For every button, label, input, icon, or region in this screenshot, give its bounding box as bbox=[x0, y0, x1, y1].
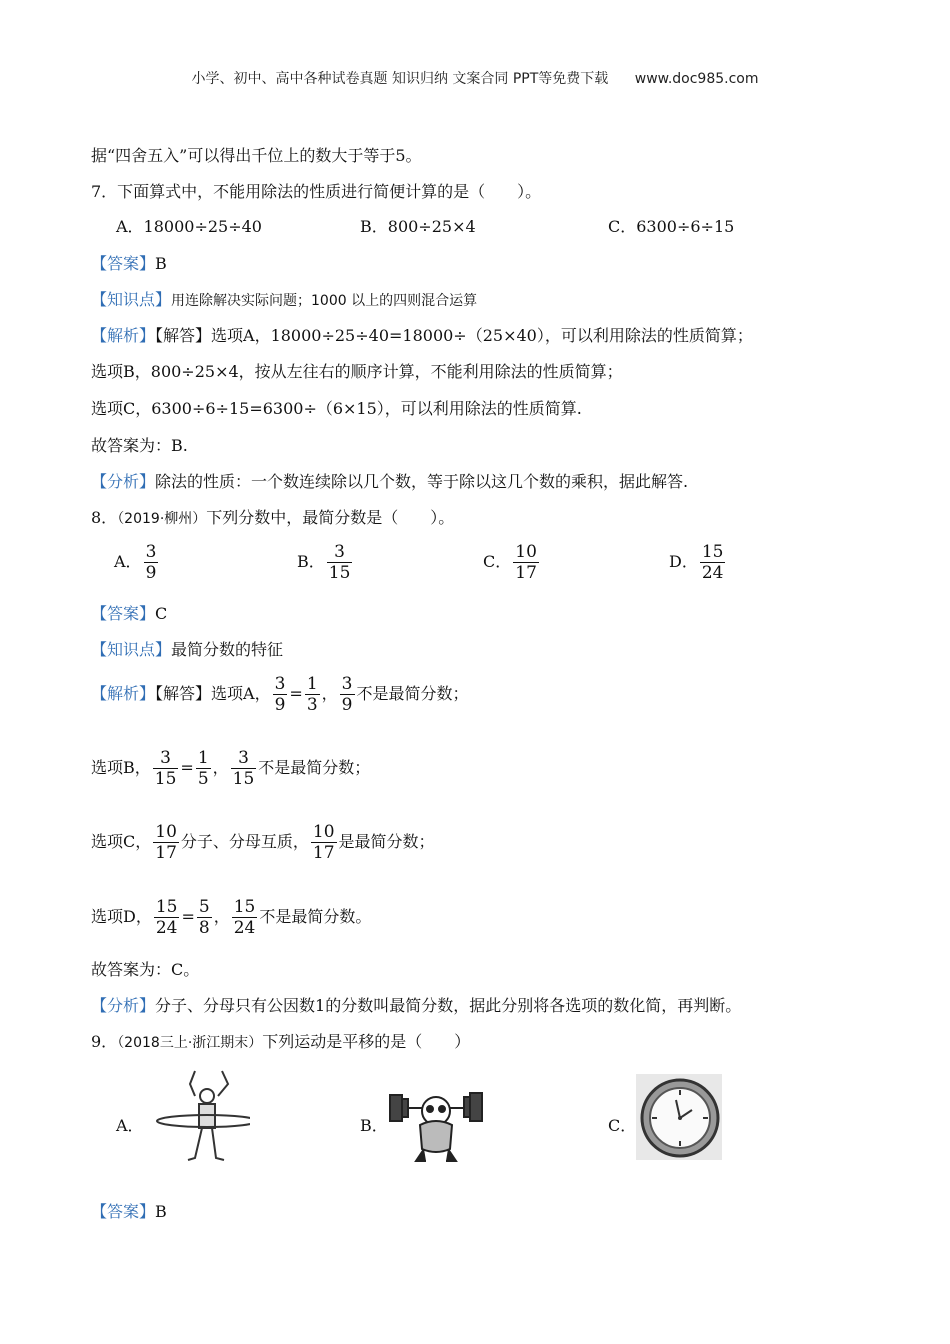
q8-solution-d bbox=[91, 897, 371, 938]
fraction bbox=[700, 542, 726, 583]
separator: ， bbox=[212, 758, 229, 777]
q8-option-b bbox=[297, 542, 354, 583]
solution-tail: 是最简分数； bbox=[338, 832, 435, 851]
denominator: 15 bbox=[328, 563, 351, 583]
q8-answer bbox=[91, 602, 167, 626]
fraction bbox=[197, 897, 212, 938]
numerator: 1 bbox=[306, 674, 318, 694]
q8-knowledge bbox=[91, 638, 283, 662]
q8-option-d bbox=[669, 542, 727, 583]
analysis-tag: 【解析】 bbox=[91, 326, 156, 345]
fraction bbox=[340, 674, 355, 715]
q7-fenxi bbox=[91, 470, 688, 494]
numerator: 3 bbox=[160, 748, 171, 768]
option-letter: A． bbox=[114, 552, 142, 571]
numerator: 15 bbox=[155, 897, 178, 917]
answer-tag: 【答案】 bbox=[91, 254, 156, 273]
fraction bbox=[327, 542, 353, 583]
numerator: 3 bbox=[341, 674, 353, 694]
denominator: 15 bbox=[232, 769, 255, 789]
fraction bbox=[153, 822, 179, 863]
q8-solution-c bbox=[91, 822, 435, 863]
q7-option-c: C．6300÷6÷15 bbox=[608, 217, 735, 236]
denominator: 8 bbox=[198, 918, 210, 938]
solution-tail: 不是最简分数； bbox=[258, 758, 371, 777]
q9-stem-text: 下列运动是平移的是（ ） bbox=[262, 1032, 471, 1051]
q8-option-a bbox=[114, 542, 160, 583]
numerator: 3 bbox=[145, 542, 157, 562]
denominator: 17 bbox=[155, 843, 177, 863]
fraction bbox=[311, 822, 337, 863]
fraction bbox=[153, 748, 179, 789]
answer-value: B bbox=[155, 254, 167, 273]
q7-stem: 7．下面算式中，不能用除法的性质进行简便计算的是（ ）。 bbox=[91, 182, 542, 201]
answer-tag: 【答案】 bbox=[91, 1202, 156, 1221]
knowledge-tag: 【知识点】 bbox=[91, 290, 172, 309]
q7-analysis-line-3: 选项C，6300÷6÷15=6300÷（6×15），可以利用除法的性质简算. bbox=[91, 399, 582, 418]
equals-sign: = bbox=[181, 907, 195, 926]
option-letter: D． bbox=[669, 552, 698, 571]
solution-label: 选项B， bbox=[91, 758, 151, 777]
q8-conclusion: 故答案为：C。 bbox=[91, 960, 200, 979]
fraction bbox=[305, 674, 320, 715]
q7-conclusion: 故答案为：B. bbox=[91, 436, 188, 455]
numerator: 15 bbox=[701, 542, 724, 562]
solution-mid: 分子、分母互质， bbox=[180, 832, 309, 851]
separator: ， bbox=[321, 684, 338, 703]
page-header bbox=[0, 68, 950, 88]
q9-option-b-label: B． bbox=[360, 1116, 388, 1135]
numerator: 10 bbox=[515, 542, 537, 562]
option-letter: B． bbox=[297, 552, 325, 571]
hula-hoop-icon bbox=[150, 1066, 250, 1166]
denominator: 3 bbox=[306, 695, 318, 715]
separator: ， bbox=[213, 907, 230, 926]
denominator: 17 bbox=[515, 563, 537, 583]
fraction bbox=[154, 897, 180, 938]
denominator: 17 bbox=[312, 843, 335, 863]
fraction bbox=[231, 748, 257, 789]
q7-option-b: B．800÷25×4 bbox=[360, 217, 476, 236]
solution-prefix: 【解答】 bbox=[155, 684, 212, 703]
q8-source: （2019·柳州） bbox=[117, 511, 207, 527]
solution-tail: 不是最简分数； bbox=[356, 684, 469, 703]
alarm-clock-icon bbox=[636, 1074, 722, 1160]
fraction bbox=[232, 897, 258, 938]
option-letter: C． bbox=[483, 552, 512, 571]
fenxi-text: 除法的性质：一个数连续除以几个数，等于除以这几个数的乘积，据此解答. bbox=[155, 472, 689, 491]
fenxi-text: 分子、分母只有公因数1的分数叫最简分数，据此分别将各选项的数化简，再判断。 bbox=[155, 996, 742, 1015]
fraction bbox=[273, 674, 288, 715]
knowledge-tag: 【知识点】 bbox=[91, 640, 172, 659]
q8-number: 8． bbox=[91, 508, 118, 527]
q9-answer bbox=[91, 1200, 167, 1224]
weightlifting-panda-icon bbox=[386, 1081, 490, 1165]
denominator: 24 bbox=[701, 563, 724, 583]
numerator: 3 bbox=[334, 542, 345, 562]
analysis-text: 【解答】选项A，18000÷25÷40=18000÷（25×40），可以利用除法的性质简算； bbox=[155, 326, 753, 345]
q9-stem bbox=[91, 1030, 470, 1055]
answer-tag: 【答案】 bbox=[91, 604, 156, 623]
solution-label: 选项A， bbox=[211, 684, 271, 703]
q8-solution-b bbox=[91, 748, 370, 789]
fraction bbox=[196, 748, 211, 789]
denominator: 5 bbox=[197, 769, 209, 789]
q7-answer bbox=[91, 252, 167, 276]
answer-value: B bbox=[155, 1202, 167, 1221]
fraction bbox=[513, 542, 539, 583]
q7-knowledge bbox=[91, 288, 477, 313]
equals-sign: = bbox=[289, 684, 303, 703]
q9-source: （2018三上·浙江期末） bbox=[117, 1035, 263, 1051]
q9-number: 9． bbox=[91, 1032, 118, 1051]
numerator: 5 bbox=[198, 897, 210, 917]
numerator: 1 bbox=[197, 748, 209, 768]
solution-label: 选项C， bbox=[91, 832, 152, 851]
numerator: 10 bbox=[312, 822, 335, 842]
denominator: 24 bbox=[155, 918, 178, 938]
q9-option-a-label: A． bbox=[116, 1116, 144, 1135]
answer-value: C bbox=[155, 604, 168, 623]
header-site: www.doc985.com bbox=[634, 71, 759, 87]
q8-stem-text: 下列分数中，最简分数是（ ）。 bbox=[206, 508, 455, 527]
fenxi-tag: 【分析】 bbox=[91, 996, 156, 1015]
denominator: 9 bbox=[341, 695, 353, 715]
denominator: 15 bbox=[154, 769, 177, 789]
q8-solution-a bbox=[91, 674, 469, 715]
analysis-tag: 【解析】 bbox=[91, 684, 156, 703]
denominator: 9 bbox=[145, 563, 157, 583]
q8-option-c bbox=[483, 542, 541, 583]
carry-line: 据“四舍五入”可以得出千位上的数大于等于5。 bbox=[91, 146, 422, 165]
q7-analysis-line-1 bbox=[91, 324, 753, 348]
equals-sign: = bbox=[180, 758, 194, 777]
solution-tail: 不是最简分数。 bbox=[259, 907, 372, 926]
q8-stem bbox=[91, 506, 454, 531]
q7-option-a: A．18000÷25÷40 bbox=[116, 217, 262, 236]
fenxi-tag: 【分析】 bbox=[91, 472, 156, 491]
knowledge-text: 用连除解决实际问题；1000 以上的四则混合运算 bbox=[171, 293, 478, 309]
fraction bbox=[144, 542, 159, 583]
denominator: 9 bbox=[274, 695, 286, 715]
header-text: 小学、初中、高中各种试卷真题 知识归纳 文案合同 PPT等免费下载 bbox=[191, 71, 609, 87]
q9-option-c-label: C． bbox=[608, 1116, 637, 1135]
knowledge-text: 最简分数的特征 bbox=[171, 640, 284, 659]
solution-label: 选项D， bbox=[91, 907, 152, 926]
q7-analysis-line-2: 选项B，800÷25×4，按从左往右的顺序计算，不能利用除法的性质简算； bbox=[91, 362, 623, 381]
numerator: 3 bbox=[274, 674, 286, 694]
numerator: 10 bbox=[155, 822, 177, 842]
numerator: 3 bbox=[238, 748, 249, 768]
q8-fenxi bbox=[91, 994, 741, 1018]
denominator: 24 bbox=[233, 918, 256, 938]
numerator: 15 bbox=[233, 897, 256, 917]
